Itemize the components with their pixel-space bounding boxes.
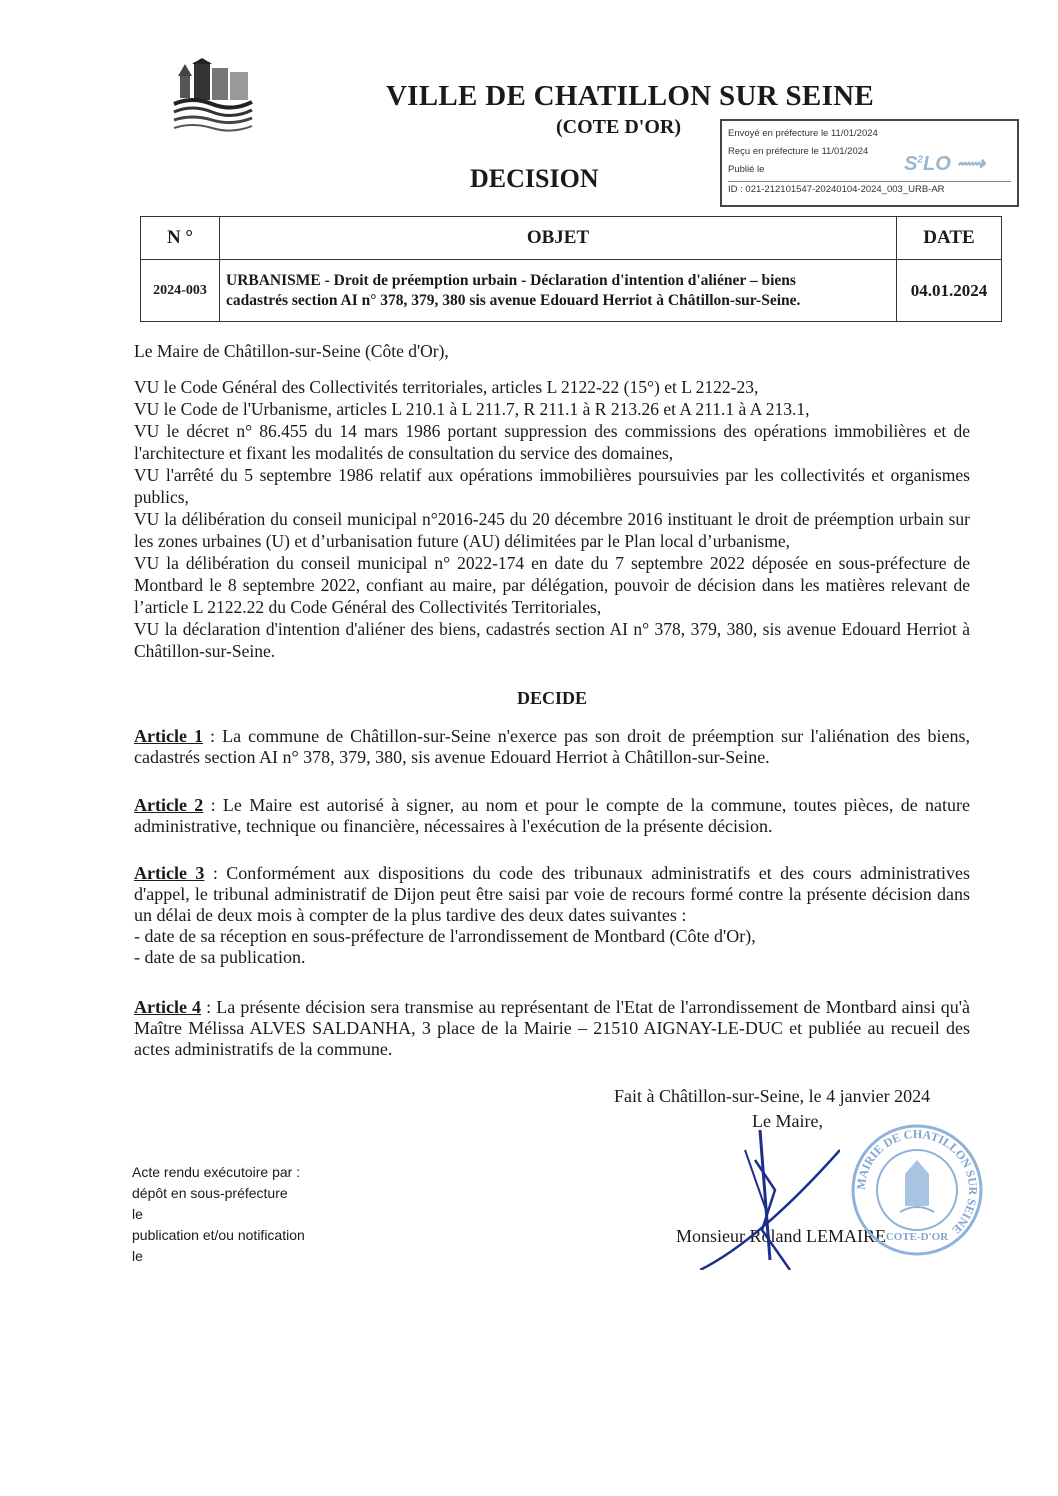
article-text: : La commune de Châtillon-sur-Seine n'exerce pas son droit de préemption sur l'aliénation des biens, cadastrés section AI n° 378, 379, 380, sis avenue Edouard Herriot à Châtillon-sur-Seine. [134, 726, 970, 767]
vu-item: VU le décret n° 86.455 du 14 mars 1986 portant suppression des commissions des opérations immobilières et de l'architecture et fixant les modalités de consultation du service des domaines, [134, 421, 970, 463]
decision-number: 2024-003 [141, 260, 220, 322]
signer-name: Monsieur Roland LEMAIRE [676, 1226, 886, 1246]
vu-item: VU le Code de l'Urbanisme, articles L 210.1 à L 211.7, R 211.1 à R 213.26 et A 211.1 à A 213.1, [134, 399, 810, 419]
col-date-header: DATE [897, 217, 1002, 260]
article-3 [134, 863, 970, 968]
intro-paragraph: Le Maire de Châtillon-sur-Seine (Côte d'Or), [134, 341, 449, 361]
article-4 [134, 997, 970, 1060]
article-label: Article 4 [134, 997, 202, 1017]
article-3-bullet-1: - date de sa réception en sous-préfecture de l'arrondissement de Montbard (Côte d'Or), [134, 926, 756, 946]
vu-item: VU la délibération du conseil municipal n°2016-245 du 20 décembre 2016 instituant le droit de préemption urbain sur les zones urbaines (U) et d’urbanisation future (AU) délimitées par le Plan local d’urbanisme, [134, 509, 970, 551]
executoire-line: Acte rendu exécutoire par : [132, 1164, 301, 1180]
document-type-title: DECISION [470, 164, 599, 193]
object-line-1: URBANISME - Droit de préemption urbain - Déclaration d'intention d'aliéner – biens [226, 271, 796, 289]
s2lo-logo: $S^2LO$ ⟿ [904, 153, 985, 175]
seal-bottom-text: COTE-D'OR [885, 1231, 949, 1243]
article-text: : Conformément aux dispositions du code des tribunaux administratifs et des cours administratives d'appel, le tribunal administratif de Dijon peut être saisi par voie de recours formé contre la présente décision dans un délai de deux mois à compter de la plus tardive des deux dates suivantes : [134, 863, 970, 925]
article-label: Article 2 [134, 795, 204, 815]
decision-header-table [140, 216, 1002, 322]
executoire-line: publication et/ou notification [132, 1227, 305, 1243]
col-obj-header: OBJET [220, 217, 897, 260]
article-text: : La présente décision sera transmise au représentant de l'Etat de l'arrondissement de Montbard ainsi qu'à Maître Mélissa ALVES SALDANHA, 3 place de la Mairie – 21510 AIGNAY-LE-DUC et publiée au recueil des actes administratifs de la commune. [134, 997, 970, 1059]
vu-item: VU l'arrêté du 5 septembre 1986 relatif aux opérations immobilières poursuivies par les collectivités et organismes publics, [134, 465, 970, 507]
vu-list [134, 376, 970, 662]
department-label: (COTE D'OR) [556, 116, 681, 138]
official-seal [850, 1124, 984, 1256]
article-label: Article 3 [134, 863, 205, 883]
handwritten-signature [700, 1120, 840, 1270]
decide-heading: DECIDE [516, 688, 587, 708]
stamp-received: Reçu en préfecture le 11/01/2024 [728, 146, 869, 157]
col-num-header: N ° [141, 217, 220, 260]
place-and-date: Fait à Châtillon-sur-Seine, le 4 janvier 2024 [614, 1086, 931, 1106]
stamp-sent: Envoyé en préfecture le 11/01/2024 [728, 128, 878, 139]
city-logo [172, 58, 254, 132]
vu-item: VU la déclaration d'intention d'aliéner des biens, cadastrés section AI n° 378, 379, 380, sis avenue Edouard Herriot à Châtillon-sur-Seine. [134, 619, 970, 661]
executoire-line: le [132, 1206, 143, 1222]
article-text: : Le Maire est autorisé à signer, au nom et pour le compte de la commune, toutes pièces, de nature administrative, technique ou financière, nécessaires à l'exécution de la présente décision. [134, 795, 970, 836]
stamp-published: Publié le [728, 164, 765, 175]
city-title: VILLE DE CHATILLON SUR SEINE [385, 80, 875, 112]
article-3-bullet-2: - date de sa publication. [134, 947, 306, 967]
article-label: Article 1 [134, 726, 203, 746]
executoire-line: le [132, 1248, 143, 1264]
seal-ring-text: MAIRIE DE CHATILLON SUR SEINE [853, 1126, 981, 1237]
decision-object [220, 260, 897, 322]
vu-item: VU la délibération du conseil municipal n° 2022-174 en date du 7 septembre 2022 déposée en sous-préfecture de Montbard le 8 septembre 2022, confiant au maire, par délégation, pouvoir de décision dans les matières relevant de l’article L 2122.22 du Code Général des Collectivités Territoriales, [134, 553, 970, 617]
article-2 [134, 795, 970, 837]
object-line-2: cadastrés section AI n° 378, 379, 380 sis avenue Edouard Herriot à Châtillon-sur-Seine. [226, 291, 801, 309]
stamp-id: ID : 021-212101547-20240104-2024_003_URB-AR [728, 181, 1011, 197]
decision-date: 04.01.2024 [897, 260, 1002, 322]
article-1 [134, 726, 970, 768]
executoire-line: dépôt en sous-préfecture [132, 1185, 288, 1201]
executoire-note [132, 1162, 305, 1267]
prefecture-stamp [720, 119, 1019, 207]
vu-item: VU le Code Général des Collectivités territoriales, articles L 2122-22 (15°) et L 2122-23, [134, 377, 759, 397]
signer-role: Le Maire, [752, 1111, 823, 1131]
